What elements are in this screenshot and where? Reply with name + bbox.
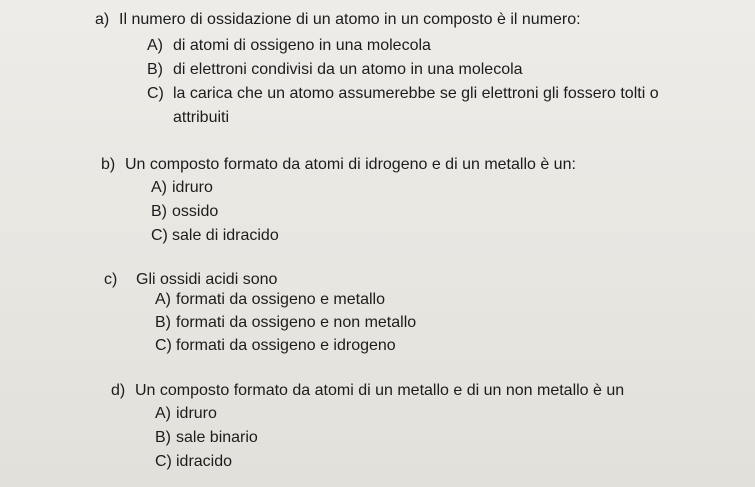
question-c-option-a — [155, 290, 385, 310]
option-text: formati da ossigeno e non metallo — [176, 314, 417, 331]
question-b — [101, 155, 576, 175]
option-text-continuation: attribuiti — [173, 109, 230, 126]
option-text: formati da ossigeno e metallo — [176, 291, 385, 308]
question-a — [95, 10, 581, 30]
question-letter: d) — [111, 382, 126, 399]
option-text: di atomi di ossigeno in una molecola — [173, 37, 431, 54]
option-text: formati da ossigeno e idrogeno — [176, 337, 396, 354]
question-text: Gli ossidi acidi sono — [136, 271, 278, 288]
question-text: Un composto formato da atomi di un metallo e di un non metallo è un — [135, 382, 625, 399]
question-a-option-a — [147, 36, 431, 56]
question-d-option-c — [155, 452, 232, 472]
question-c-option-b — [155, 313, 416, 333]
question-d-option-b — [155, 428, 258, 448]
question-a-option-c — [147, 84, 659, 104]
question-letter: c) — [104, 271, 118, 288]
option-letter: A) — [151, 179, 167, 196]
question-b-option-b — [151, 202, 218, 222]
option-letter: B) — [151, 203, 167, 220]
option-text: la carica che un atomo assumerebbe se gli elettroni gli fossero tolti o — [173, 85, 659, 102]
option-letter: C) — [155, 453, 172, 470]
question-b-option-c — [151, 226, 279, 246]
option-letter: A) — [155, 405, 171, 422]
option-letter: B) — [155, 429, 171, 446]
option-text: sale binario — [176, 429, 258, 446]
question-c — [104, 270, 277, 290]
question-a-option-b — [147, 60, 523, 80]
option-letter: C) — [147, 85, 164, 102]
question-letter: b) — [101, 156, 116, 173]
option-text: idruro — [172, 179, 213, 196]
option-letter: C) — [155, 337, 172, 354]
option-letter: A) — [155, 291, 171, 308]
question-a-option-c-continuation — [173, 108, 229, 128]
option-letter: B) — [155, 314, 171, 331]
question-b-option-a — [151, 178, 213, 198]
question-text: Il numero di ossidazione di un atomo in un composto è il numero: — [119, 11, 581, 28]
option-letter: B) — [147, 61, 163, 78]
option-text: sale di idracido — [172, 227, 279, 244]
question-d-option-a — [155, 404, 217, 424]
option-text: di elettroni condivisi da un atomo in una molecola — [173, 61, 523, 78]
option-text: idracido — [176, 453, 233, 470]
question-d — [111, 381, 624, 401]
option-text: ossido — [172, 203, 219, 220]
option-letter: A) — [147, 37, 163, 54]
option-letter: C) — [151, 227, 168, 244]
question-letter: a) — [95, 11, 110, 28]
question-text: Un composto formato da atomi di idrogeno e di un metallo è un: — [125, 156, 576, 173]
question-c-option-c — [155, 336, 396, 356]
option-text: idruro — [176, 405, 217, 422]
